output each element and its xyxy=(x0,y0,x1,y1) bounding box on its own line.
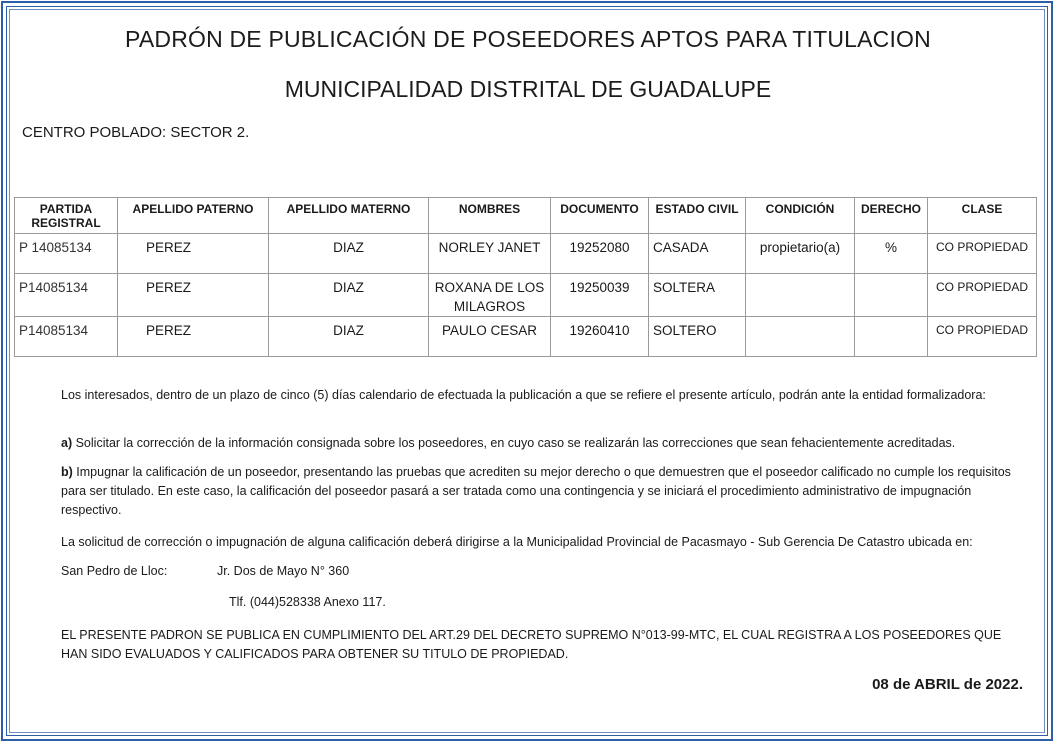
column-header: CONDICIÓN xyxy=(746,198,855,234)
cell-documento: 19250039 xyxy=(551,274,649,317)
address-label: San Pedro de Lloc: xyxy=(61,564,168,578)
column-header: DERECHO xyxy=(855,198,928,234)
address-value: Jr. Dos de Mayo N° 360 xyxy=(217,564,350,578)
cell-estado-civil: SOLTERA xyxy=(649,274,746,317)
cell-documento: 19252080 xyxy=(551,234,649,274)
phone-line: Tlf. (044)528338 Anexo 117. xyxy=(229,595,386,609)
cell-materno: DIAZ xyxy=(269,317,429,357)
cell-derecho: % xyxy=(855,234,928,274)
cell-condicion xyxy=(746,274,855,317)
column-header: PARTIDA REGISTRAL xyxy=(15,198,118,234)
cell-clase: CO PROPIEDAD xyxy=(928,317,1037,357)
document-title: PADRÓN DE PUBLICACIÓN DE POSEEDORES APTOS PARA TITULACION xyxy=(125,26,931,52)
item-b-text: Impugnar la calificación de un poseedor, presentando las pruebas que acrediten su mejor derecho o que demuestren que el poseedor calificado no cumple los requisitos para ser titulado. En este caso, la calificación del poseedor pasará a ser tratada como una contingencia y se iniciará el procedimiento administrativo de impugnación respectivo. xyxy=(61,465,1011,517)
cell-estado-civil: SOLTERO xyxy=(649,317,746,357)
cell-partida: P14085134 xyxy=(15,274,118,317)
cell-partida: P 14085134 xyxy=(15,234,118,274)
column-header: NOMBRES xyxy=(429,198,551,234)
column-header: DOCUMENTO xyxy=(551,198,649,234)
column-header: APELLIDO MATERNO xyxy=(269,198,429,234)
cell-condicion: propietario(a) xyxy=(746,234,855,274)
item-b-label: b) xyxy=(61,465,73,479)
legal-paragraph: EL PRESENTE PADRON SE PUBLICA EN CUMPLIMIENTO DEL ART.29 DEL DECRETO SUPREMO N°013-99-MTC, EL CUAL REGISTRA A LOS POSEEDORES QUE HAN SIDO EVALUADOS Y CALIFICADOS PARA OBTENER SU TITULO DE PROPIEDAD. xyxy=(61,628,1002,661)
cell-derecho xyxy=(855,274,928,317)
intro-paragraph: Los interesados, dentro de un plazo de cinco (5) días calendario de efectuada la publicación a que se refiere el presente artículo, podrán ante la entidad formalizadora: xyxy=(61,388,986,402)
table-row xyxy=(15,317,1037,357)
column-header: APELLIDO PATERNO xyxy=(118,198,269,234)
cell-estado-civil: CASADA xyxy=(649,234,746,274)
cell-derecho xyxy=(855,317,928,357)
cell-paterno: PEREZ xyxy=(118,234,269,274)
cell-partida: P14085134 xyxy=(15,317,118,357)
cell-condicion xyxy=(746,317,855,357)
cell-paterno: PEREZ xyxy=(118,274,269,317)
cell-nombres: ROXANA DE LOS MILAGROS xyxy=(429,274,551,317)
cell-clase: CO PROPIEDAD xyxy=(928,234,1037,274)
cell-materno: DIAZ xyxy=(269,234,429,274)
cell-paterno: PEREZ xyxy=(118,317,269,357)
item-a-label: a) xyxy=(61,436,73,450)
column-header: ESTADO CIVIL xyxy=(649,198,746,234)
publication-date: 08 de ABRIL de 2022. xyxy=(872,676,1023,693)
cell-clase: CO PROPIEDAD xyxy=(928,274,1037,317)
item-b-paragraph xyxy=(61,463,1031,520)
cell-nombres: PAULO CESAR xyxy=(429,317,551,357)
cell-nombres: NORLEY JANET xyxy=(429,234,551,274)
table-header-row xyxy=(15,198,1037,234)
cell-materno: DIAZ xyxy=(269,274,429,317)
solicitud-paragraph: La solicitud de corrección o impugnación de alguna calificación deberá dirigirse a la Municipalidad Provincial de Pacasmayo - Sub Gerencia De Catastro ubicada en: xyxy=(61,535,973,549)
column-header: CLASE xyxy=(928,198,1037,234)
cell-documento: 19260410 xyxy=(551,317,649,357)
registry-table xyxy=(14,197,1037,357)
item-a-paragraph xyxy=(61,434,1031,453)
table-row xyxy=(15,274,1037,317)
centro-poblado-label: CENTRO POBLADO: SECTOR 2. xyxy=(22,124,250,141)
document-subtitle: MUNICIPALIDAD DISTRITAL DE GUADALUPE xyxy=(284,76,772,102)
table-row xyxy=(15,234,1037,274)
item-a-text: Solicitar la corrección de la información consignada sobre los poseedores, en cuyo caso se realizarán las correcciones que sean fehacientemente acreditadas. xyxy=(72,436,956,450)
